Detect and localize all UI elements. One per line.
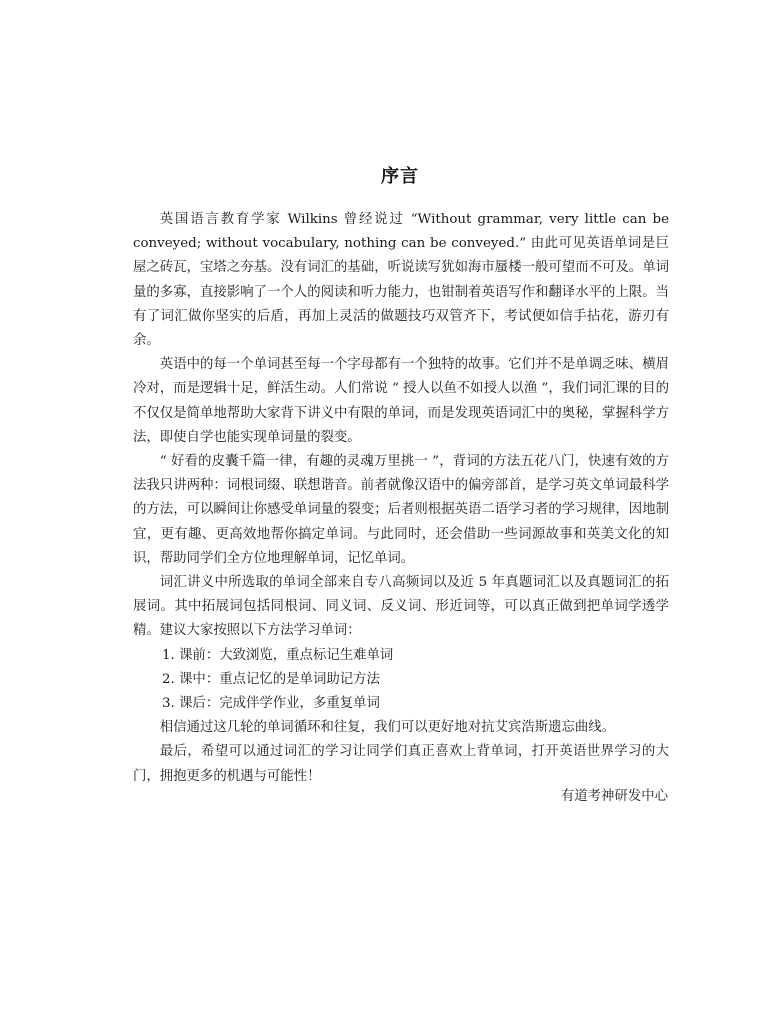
paragraph-closing: 最后，希望可以通过词汇的学习让同学们真正喜欢上背单词，打开英语世界学习的大门，拥抱更多的机遇与可能性！ [133, 744, 669, 784]
paragraph-stories: 英语中的每一个单词甚至每一个字母都有一个独特的故事。它们并不是单调乏味、横眉冷对，而是逻辑十足，鲜活生动。人们常说 “ 授人以鱼不如授人以渔 ”，我们词汇课的目的不仅仅是简单地帮助大家背下讲义中有限的单词，而是发现英语词汇中的奥秘，掌握科学方法，即使自学也能实现单词量的裂变。 [133, 357, 669, 445]
list-item-in-class: 2. 课中：重点记忆的是单词助记方法 [162, 671, 380, 687]
paragraph-intro: 英国语言教育学家 Wilkins 曾经说过 “Without grammar, very little can be conveyed; without vocabulary, nothing can be conveyed.” 由此可见英语单词是巨屋之砖瓦，宝塔之夯基。没有词汇的基础，听说读写犹如海市蜃楼一般可望而不可及。单词量的多寡，直接影响了一个人的阅读和听力能力，也钳制着英语写作和翻译水平的上限。当有了词汇做你坚实的后盾，再加上灵活的做题技巧双管齐下，考试便如信手拈花，游刃有余。 [133, 212, 669, 349]
paragraph-vocabulary-source: 词汇讲义中所选取的单词全部来自专八高频词以及近 5 年真题词汇以及真题词汇的拓展词。其中拓展词包括同根词、同义词、反义词、形近词等，可以真正做到把单词学透学精。建议大家按照以下方法学习单词： [133, 575, 669, 639]
page-title: 序言 [381, 166, 419, 187]
author-signature: 有道考神研发中心 [560, 789, 668, 804]
list-item-before-class: 1. 课前：大致浏览，重点标记生难单词 [162, 647, 394, 663]
list-item-after-class: 3. 课后：完成伴学作业，多重复单词 [162, 696, 380, 712]
paragraph-forgetting-curve: 相信通过这几轮的单词循环和往复，我们可以更好地对抗艾宾浩斯遗忘曲线。 [159, 720, 616, 736]
paragraph-methods: “ 好看的皮囊千篇一律，有趣的灵魂万里挑一 ”，背词的方法五花八门，快速有效的方法我只讲两种：词根词缀、联想谐音。前者就像汉语中的偏旁部首，是学习英文单词最科学的方法，可以瞬间让你感受单词量的裂变；后者则根据英语二语学习者的学习规律，因地制宜，更有趣、更高效地帮你搞定单词。与此同时，还会借助一些词源故事和英美文化的知识，帮助同学们全方位地理解单词，记忆单词。 [133, 454, 669, 566]
preface-body [133, 208, 669, 789]
